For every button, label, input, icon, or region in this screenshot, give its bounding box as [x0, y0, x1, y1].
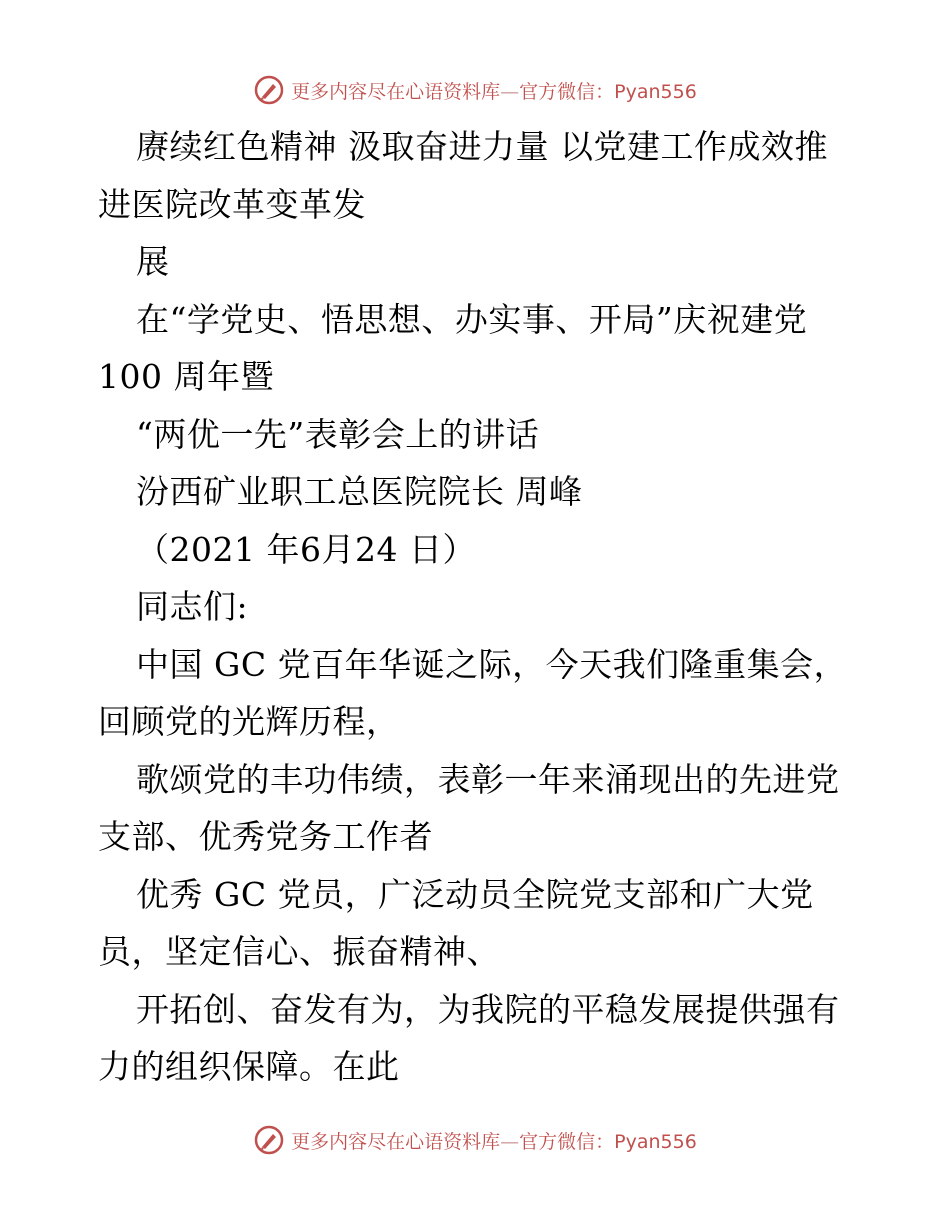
watermark-footer [0, 1120, 950, 1160]
paragraph-line: 开拓创、奋发有为，为我院的平稳发展提供强有 [136, 989, 840, 1029]
author-line: 汾西矿业职工总医院院长 周峰 [136, 472, 583, 511]
subtitle-line-2: 100 周年暨 [98, 357, 274, 396]
paragraph-line: 中国 GC 党百年华诞之际，今天我们隆重集会， [136, 644, 848, 684]
watermark-wechat-text: 官方微信：Pyan556 [519, 1130, 697, 1153]
salutation-line: 同志们: [136, 587, 249, 626]
watermark-header [0, 70, 950, 110]
watermark-main-text: 更多内容尽在心语资料库 [291, 1130, 501, 1153]
watermark-separator: — [500, 80, 520, 103]
watermark-main-text: 更多内容尽在心语资料库 [291, 80, 501, 103]
title-line-3: 展 [136, 242, 170, 281]
paragraph-line: 力的组织保障。在此 [98, 1047, 400, 1086]
paragraph-line: 支部、优秀党务工作者 [98, 817, 433, 856]
paragraph-line: 歌颂党的丰功伟绩，表彰一年来涌现出的先进党 [136, 759, 840, 799]
watermark-wechat-text: 官方微信：Pyan556 [519, 80, 697, 103]
subtitle-line-3: “两优一先”表彰会上的讲话 [136, 414, 540, 454]
watermark-separator: — [500, 1130, 520, 1153]
pen-logo-icon [253, 1124, 285, 1156]
pen-logo-icon [253, 74, 285, 106]
title-line-2: 进医院改革变革发 [98, 184, 366, 224]
document-body [98, 118, 858, 1096]
subtitle-line-1: 在“学党史、悟思想、办实事、开局”庆祝建党 [136, 299, 808, 339]
paragraph-line: 回顾党的光辉历程， [98, 702, 400, 741]
date-line: （2021 年6月24 日） [136, 529, 476, 569]
paragraph-line: 员，坚定信心、振奋精神、 [98, 932, 500, 971]
title-line-1: 赓续红色精神 汲取奋进力量 以党建工作成效推 [136, 127, 828, 166]
paragraph-line: 优秀 GC 党员，广泛动员全院党支部和广大党 [136, 874, 814, 914]
